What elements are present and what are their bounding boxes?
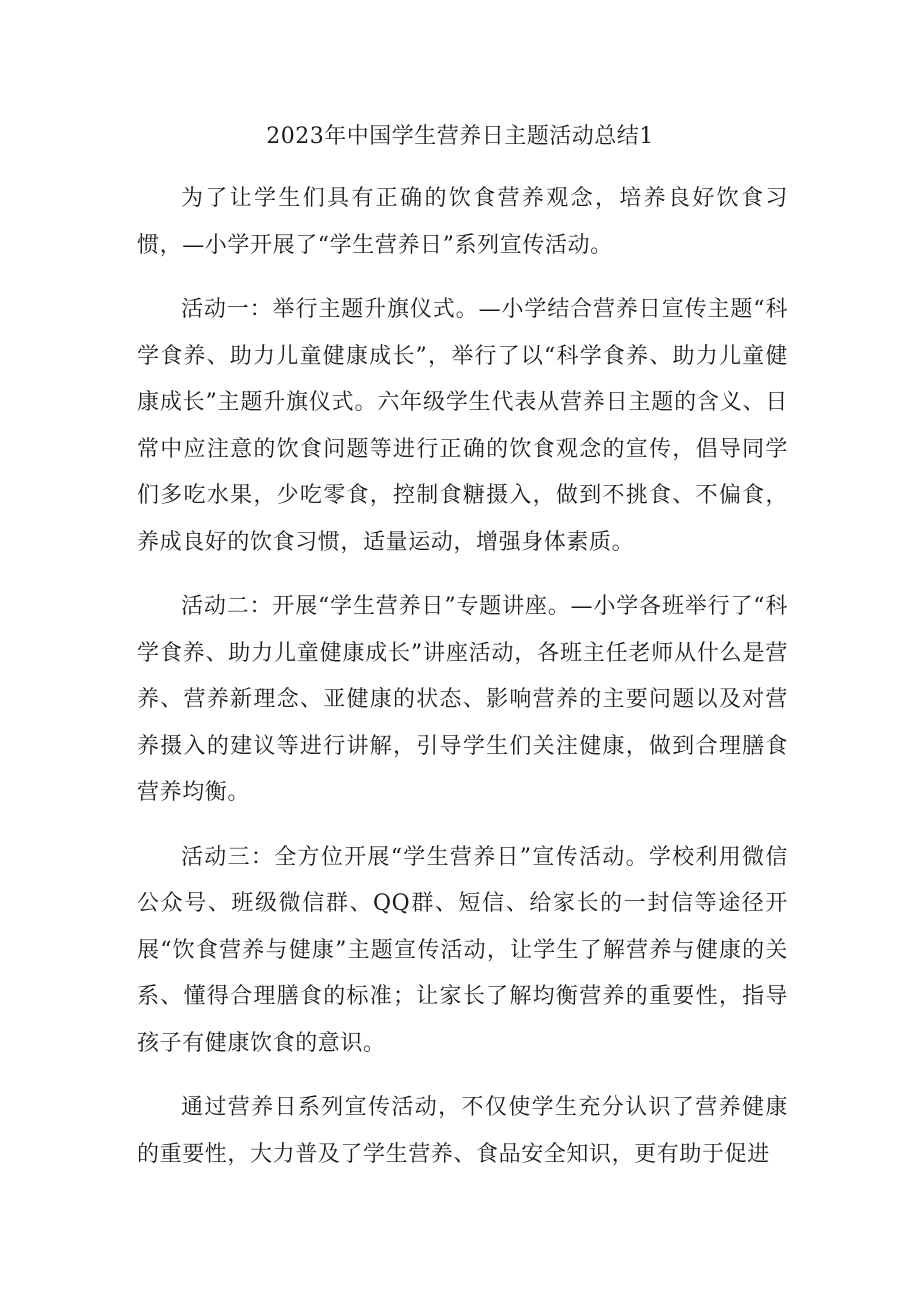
paragraph-activity-three: 活动三：全方位开展“学生营养日”宣传活动。学校利用微信公众号、班级微信群、QQ群、短信、给家长的一封信等途径开展“饮食营养与健康”主题宣传活动，让学生了解营养与健康的关系、懂得合理膳食的标准；让家长了解均衡营养的重要性，指导孩子有健康饮食的意识。 <box>137 844 788 1056</box>
paragraph-activity-two: 活动二：开展“学生营养日”专题讲座。—小学各班举行了“科学食养、助力儿童健康成长”讲座活动，各班主任老师从什么是营养、营养新理念、亚健康的状态、影响营养的主要问题以及对营养摄入的建议等进行讲解，引导学生们关注健康，做到合理膳食营养均衡。 <box>137 594 788 805</box>
document-title: 2023年中国学生营养日主题活动总结1 <box>266 124 654 149</box>
document-body <box>137 176 788 1196</box>
paragraph-intro: 为了让学生们具有正确的饮食营养观念，培养良好饮食习惯，—小学开展了“学生营养日”系列宣传活动。 <box>137 186 788 258</box>
paragraph-activity-one: 活动一：举行主题升旗仪式。—小学结合营养日宣传主题“科学食养、助力儿童健康成长”，举行了以“科学食养、助力儿童健康成长”主题升旗仪式。六年级学生代表从营养日主题的含义、日常中应注意的饮食问题等进行正确的饮食观念的宣传，倡导同学们多吃水果，少吃零食，控制食糖摄入，做到不挑食、不偏食，养成良好的饮食习惯，适量运动，增强身体素质。 <box>137 297 788 555</box>
paragraph-conclusion: 通过营养日系列宣传活动，不仅使学生充分认识了营养健康的重要性，大力普及了学生营养、食品安全知识，更有助于促进 <box>137 1095 788 1167</box>
